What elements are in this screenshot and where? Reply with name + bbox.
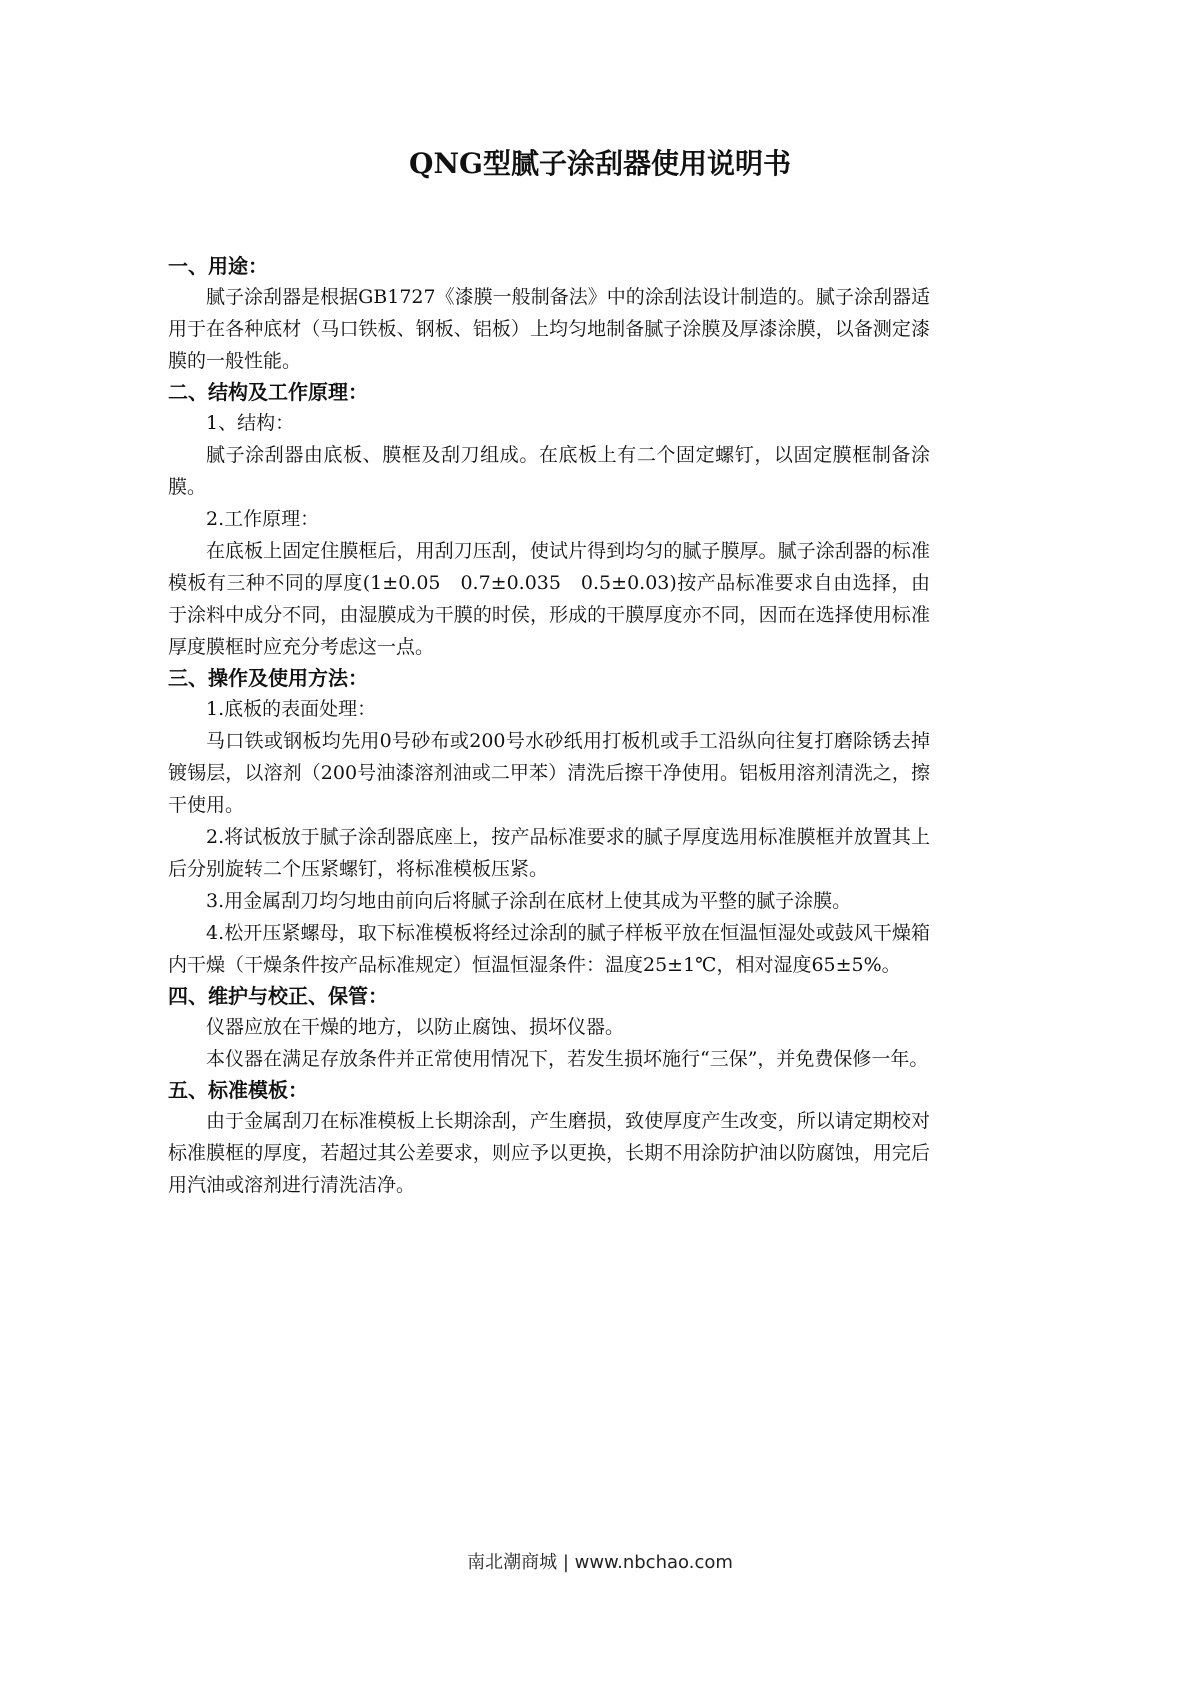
- document-body: [168, 251, 930, 1201]
- document-title: QNG型腻子涂刮器使用说明书: [409, 147, 791, 180]
- footer-watermark: 南北潮商城 | www.nbchao.com: [467, 1552, 733, 1573]
- section-heading: 二、结构及工作原理：: [168, 380, 368, 404]
- paragraph: 3.用金属刮刀均匀地由前向后将腻子涂刮在底材上使其成为平整的腻子涂膜。: [206, 890, 852, 912]
- section: [168, 663, 930, 981]
- paragraph: 4.松开压紧螺母，取下标准模板将经过涂刮的腻子样板平放在恒温恒湿处或鼓风干燥箱内干燥（干燥条件按产品标准规定）恒温恒湿条件：温度25±1℃，相对湿度65±5%。: [168, 922, 930, 976]
- paragraph: 1.底板的表面处理：: [206, 698, 377, 720]
- paragraph: 仪器应放在干燥的地方，以防止腐蚀、损坏仪器。: [206, 1016, 625, 1038]
- paragraph: 在底板上固定住膜框后，用刮刀压刮，使试片得到均匀的腻子膜厚。腻子涂刮器的标准模板有三种不同的厚度(1±0.05 0.7±0.035 0.5±0.03)按产品标准要求自由选择，由于涂料中成分不同，由湿膜成为干膜的时侯，形成的干膜厚度亦不同，因而在选择使用标准厚度膜框时应充分考虑这一点。: [168, 540, 930, 658]
- section-heading: 一、用途：: [168, 254, 268, 278]
- section: [168, 377, 930, 663]
- section-heading: 三、操作及使用方法：: [168, 666, 368, 690]
- section: [168, 981, 930, 1075]
- paragraph: 腻子涂刮器由底板、膜框及刮刀组成。在底板上有二个固定螺钉，以固定膜框制备涂膜。: [168, 444, 930, 498]
- paragraph: 本仪器在满足存放条件并正常使用情况下，若发生损坏施行“三保”，并免费保修一年。: [206, 1048, 929, 1070]
- paragraph: 腻子涂刮器是根据GB1727《漆膜一般制备法》中的涂刮法设计制造的。腻子涂刮器适用于在各种底材（马口铁板、钢板、铝板）上均匀地制备腻子涂膜及厚漆涂膜，以备测定漆膜的一般性能。: [168, 286, 930, 372]
- paragraph: 由于金属刮刀在标准模板上长期涂刮，产生磨损，致使厚度产生改变，所以请定期校对标准膜框的厚度，若超过其公差要求，则应予以更换，长期不用涂防护油以防腐蚀，用完后用汽油或溶剂进行清洗洁净。: [168, 1110, 930, 1196]
- section-heading: 四、维护与校正、保管：: [168, 984, 388, 1008]
- paragraph: 马口铁或钢板均先用0号砂布或200号水砂纸用打板机或手工沿纵向往复打磨除锈去掉镀锡层，以溶剂（200号油漆溶剂油或二甲苯）清洗后擦干净使用。铝板用溶剂清洗之，擦干使用。: [168, 730, 930, 816]
- paragraph: 1、结构：: [206, 412, 295, 434]
- section: [168, 1075, 930, 1201]
- paragraph: 2.将试板放于腻子涂刮器底座上，按产品标准要求的腻子厚度选用标准膜框并放置其上后分别旋转二个压紧螺钉，将标准模板压紧。: [168, 826, 930, 880]
- section-heading: 五、标准模板：: [168, 1078, 308, 1102]
- paragraph: 2.工作原理：: [206, 508, 320, 530]
- section: [168, 251, 930, 377]
